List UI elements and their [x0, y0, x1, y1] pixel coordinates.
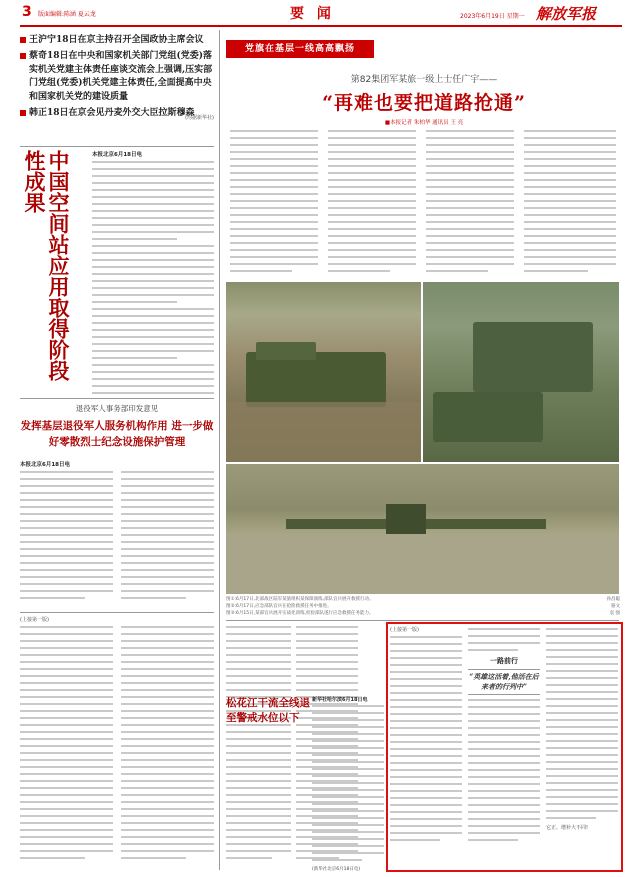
divider — [226, 620, 619, 621]
photo-caption: 图②:6月17日,应急部队官兵在抢险救援任务中推进。 — [226, 604, 332, 609]
photo-captions — [226, 596, 526, 617]
photo-credit: 骆文 — [611, 604, 620, 609]
divider — [20, 146, 214, 147]
flood-story-body — [312, 696, 384, 872]
feature-body-col-1 — [230, 130, 318, 277]
red-square-icon — [20, 110, 26, 116]
feature-byline: ■本报记者 朱柏华 通讯员 王 亮 — [384, 120, 464, 126]
divider — [20, 398, 214, 399]
continued-column — [20, 616, 214, 871]
space-station-body — [92, 150, 214, 395]
veterans-kicker: 退役军人事务部印发意见 — [75, 404, 159, 413]
flood-photo-3 — [226, 464, 619, 594]
photo-credit: 孙昌聪 — [606, 597, 620, 602]
masthead-rule — [20, 25, 622, 27]
column-divider — [219, 30, 220, 870]
story-lead: 本报北京6月18日电 — [20, 462, 70, 468]
feature-body-col-2 — [328, 130, 416, 277]
story-ending: 它正、增补大不同! — [546, 825, 589, 831]
flood-story-title: 松花江干流全线退至警戒水位以下 — [226, 697, 310, 724]
story-lead: 新华社哈尔滨6月18日电 — [312, 697, 368, 703]
continued-label: (上接第一版) — [390, 627, 419, 633]
brief-credit: (均据新华社) — [185, 115, 214, 121]
page-title: 中国空间站应用取得阶段性成果 — [22, 150, 70, 381]
photo-caption: 图①:6月17日,北部战区陆军某旅组织某保障演练,部队官兵展开救援行动。 — [226, 597, 374, 602]
photo-credits — [560, 596, 620, 617]
feature-banner — [226, 40, 374, 58]
divider — [20, 612, 214, 613]
space-station-headline — [22, 150, 92, 400]
brief-headline: 王沪宁18日在京主持召开全国政协主席会议 — [20, 34, 214, 47]
newspaper-logo: 解放军报 — [536, 5, 597, 23]
continued-text — [226, 626, 291, 864]
subhead: 一路前行 — [490, 657, 518, 665]
highlighted-story — [390, 626, 620, 869]
continued-label: (上接第一版) — [20, 617, 49, 623]
brief-headline: 蔡奇18日在中央和国家机关部门党组(党委)落实机关党建主体责任座谈交流会上强调,压实部门党组(党委)机关党建主体责任,全面提高中央和国家机关党的建设质量 — [20, 50, 214, 104]
red-square-icon — [20, 53, 26, 59]
veterans-story — [20, 403, 214, 450]
red-square-icon — [20, 37, 26, 43]
flood-photo-2 — [423, 282, 619, 462]
feature-title: “再难也要把道路抢通” — [322, 92, 526, 114]
section-title: 要 闻 — [290, 6, 335, 22]
banner-text: 党旗在基层一线高高飘扬 — [244, 44, 355, 54]
feature-kicker: 第82集团军某旅一级上士任广宇—— — [350, 75, 498, 85]
issue-date: 2023年6月19日 星期一 — [460, 13, 525, 20]
masthead — [0, 0, 633, 26]
veterans-body — [20, 460, 214, 610]
photo-credit: 袁 强 — [609, 611, 620, 616]
story-lead: 本报北京6月18日电 — [92, 152, 142, 158]
veterans-headline: 发挥基层退役军人服务机构作用 进一步做好零散烈士纪念设施保护管理 — [20, 420, 214, 448]
section-editors: 版面编辑:陈涵 夏云龙 — [38, 11, 96, 18]
feature-body-col-4 — [524, 130, 616, 277]
feature-body-col-3 — [426, 130, 514, 277]
page-number: 3 — [22, 4, 32, 20]
brief-headline: 韩正18日在京会见丹麦外交大臣拉斯穆森 — [20, 107, 214, 120]
flood-photo-1 — [226, 282, 421, 462]
photo-caption: 图③:6月15日,某部官兵展开实战化训练,检验部队遂行应急救援任务能力。 — [226, 611, 374, 616]
pull-quote: “英雄这活着,他活在后来者的行列中” — [468, 669, 540, 695]
story-source: (新华社北京6月18日电) — [312, 867, 361, 872]
news-briefs — [20, 34, 214, 121]
